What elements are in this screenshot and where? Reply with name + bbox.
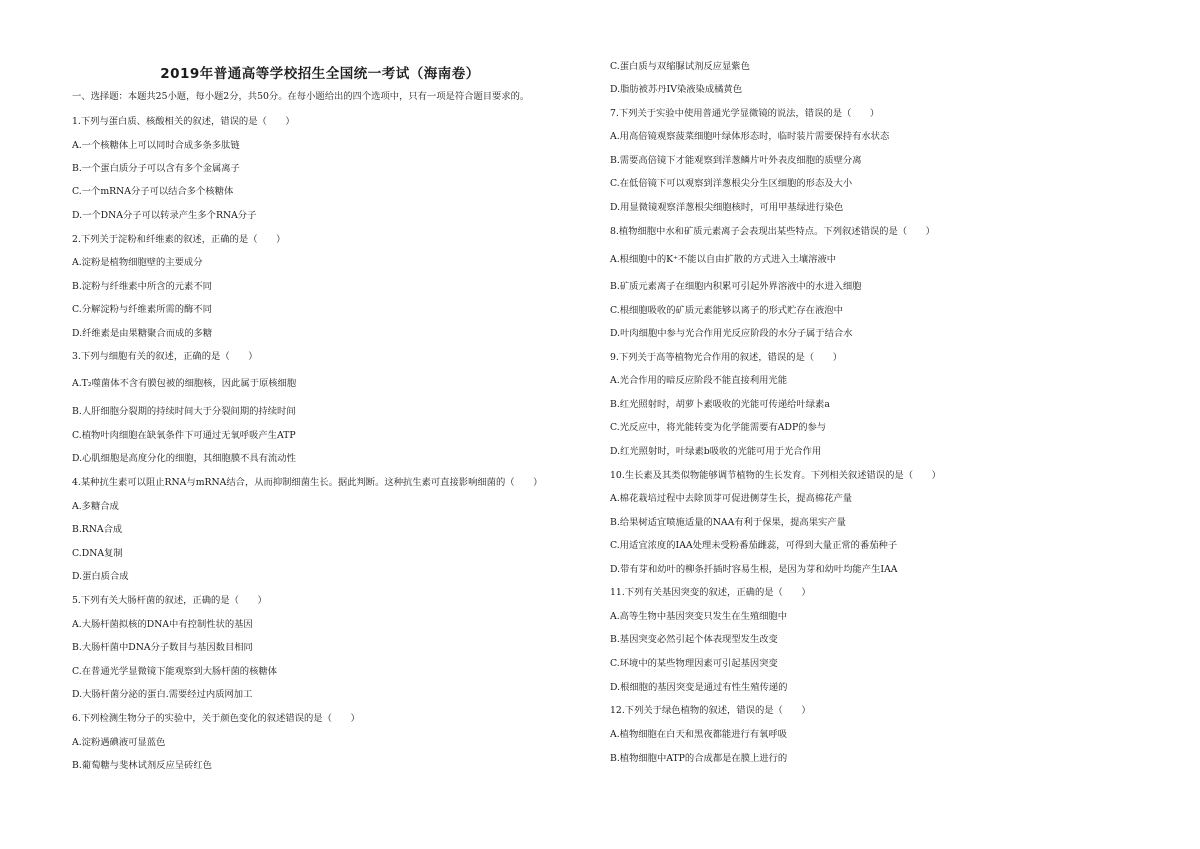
- answer-option: C.一个mRNA分子可以结合多个核糖体: [72, 186, 234, 197]
- answer-option: A.棉花栽培过程中去除顶芽可促进侧芽生长，提高棉花产量: [610, 493, 853, 504]
- question-stem: 9.下列关于高等植物光合作用的叙述，错误的是（ ）: [610, 352, 842, 363]
- answer-option: A.用高倍镜观察菠菜细胞叶绿体形态时，临时装片需要保持有水状态: [610, 131, 890, 142]
- question-stem: 10.生长素及其类似物能够调节植物的生长发育。下列相关叙述错误的是（ ）: [610, 470, 941, 481]
- answer-option: C.分解淀粉与纤维素所需的酶不同: [72, 304, 212, 315]
- answer-option: A.T₂噬菌体不含有膜包被的细胞核，因此属于原核细胞: [72, 378, 297, 389]
- answer-option: A.根细胞中的K⁺不能以自由扩散的方式进入土壤溶液中: [610, 254, 837, 265]
- question-stem: 4.某种抗生素可以阻止RNA与mRNA结合，从而抑制细菌生长。据此判断。这种抗生素可直接影响细菌的（ ）: [72, 477, 543, 488]
- answer-option: D.纤维素是由果糖聚合而成的多糖: [72, 328, 213, 339]
- answer-option: C.在普通光学显微镜下能观察到大肠杆菌的核糖体: [72, 666, 277, 677]
- answer-option: C.在低倍镜下可以观察到洋葱根尖分生区细胞的形态及大小: [610, 178, 853, 189]
- answer-option: B.RNA合成: [72, 524, 123, 535]
- question-stem: 3.下列与细胞有关的叙述，正确的是（ ）: [72, 351, 258, 362]
- answer-option: B.基因突变必然引起个体表现型发生改变: [610, 634, 778, 645]
- answer-option: A.淀粉遇碘液可显蓝色: [72, 737, 166, 748]
- answer-option: A.淀粉是植物细胞壁的主要成分: [72, 257, 203, 268]
- answer-option: A.光合作用的暗反应阶段不能直接利用光能: [610, 375, 788, 386]
- answer-option: D.大肠杆菌分泌的蛋白.需要经过内质网加工: [72, 689, 253, 700]
- question-stem: 5.下列有关大肠杆菌的叙述，正确的是（ ）: [72, 595, 267, 606]
- answer-option: A.植物细胞在白天和黑夜都能进行有氧呼吸: [610, 729, 788, 740]
- answer-option: B.一个蛋白质分子可以含有多个金属离子: [72, 163, 240, 174]
- answer-option: D.一个DNA分子可以转录产生多个RNA分子: [72, 210, 257, 221]
- answer-option: D.心肌细胞是高度分化的细胞，其细胞膜不具有流动性: [72, 453, 296, 464]
- answer-option: B.给果树适宜喷施适量的NAA有利于保果，提高果实产量: [610, 517, 846, 528]
- answer-option: B.植物细胞中ATP的合成都是在膜上进行的: [610, 753, 788, 764]
- question-stem: 11.下列有关基因突变的叙述，正确的是（ ）: [610, 587, 811, 598]
- question-stem: 1.下列与蛋白质、核酸相关的叙述，错误的是（ ）: [72, 116, 295, 127]
- answer-option: D.带有芽和幼叶的柳条扦插时容易生根，是因为芽和幼叶均能产生IAA: [610, 564, 898, 575]
- answer-option: D.叶肉细胞中参与光合作用光反应阶段的水分子属于结合水: [610, 328, 853, 339]
- answer-option: D.用显微镜观察洋葱根尖细胞核时，可用甲基绿进行染色: [610, 202, 844, 213]
- answer-option: C.环境中的某些物理因素可引起基因突变: [610, 658, 778, 669]
- question-stem: 6.下列检测生物分子的实验中，关于颜色变化的叙述错误的是（ ）: [72, 713, 360, 724]
- answer-option: D.脂肪被苏丹IV染液染成橘黄色: [610, 84, 743, 95]
- question-stem: 7.下列关于实验中使用普通光学显微镜的说法，错误的是（ ）: [610, 108, 880, 119]
- question-stem: 2.下列关于淀粉和纤维素的叙述，正确的是（ ）: [72, 234, 286, 245]
- answer-option: C.用适宜浓度的IAA处理未受粉番茄雌蕊，可得到大量正常的番茄种子: [610, 540, 898, 551]
- answer-option: B.矿质元素离子在细胞内积累可引起外界溶液中的水进入细胞: [610, 281, 862, 292]
- answer-option: A.大肠杆菌拟核的DNA中有控制性状的基因: [72, 619, 253, 630]
- answer-option: B.葡萄糖与斐林试剂反应呈砖红色: [72, 760, 212, 771]
- question-stem: 8.植物细胞中水和矿质元素离子会表现出某些特点。下列叙述错误的是（ ）: [610, 226, 935, 237]
- section-intro: 一、选择题：本题共25小题，每小题2分，共50分。在每小题给出的四个选项中，只有一项是符合题目要求的。: [72, 91, 530, 102]
- answer-option: C.植物叶肉细胞在缺氧条件下可通过无氧呼吸产生ATP: [72, 430, 296, 441]
- answer-option: B.红光照射时，胡萝卜素吸收的光能可传递给叶绿素a: [610, 399, 830, 410]
- answer-option: A.一个核糖体上可以同时合成多条多肽链: [72, 140, 240, 151]
- answer-option: D.根细胞的基因突变是通过有性生殖传递的: [610, 682, 788, 693]
- answer-option: D.蛋白质合成: [72, 571, 129, 582]
- answer-option: C.蛋白质与双缩脲试剂反应显紫色: [610, 61, 750, 72]
- answer-option: C.DNA复制: [72, 548, 123, 559]
- page-title: 2019年普通高等学校招生全国统一考试（海南卷）: [160, 66, 480, 82]
- answer-option: B.需要高倍镜下才能观察到洋葱鳞片叶外表皮细胞的质壁分离: [610, 155, 862, 166]
- answer-option: B.淀粉与纤维素中所含的元素不同: [72, 281, 212, 292]
- question-stem: 12.下列关于绿色植物的叙述，错误的是（ ）: [610, 705, 811, 716]
- answer-option: A.高等生物中基因突变只发生在生殖细胞中: [610, 611, 788, 622]
- answer-option: B.大肠杆菌中DNA分子数目与基因数目相同: [72, 642, 253, 653]
- answer-option: A.多糖合成: [72, 501, 119, 512]
- answer-option: B.人肝细胞分裂期的持续时间大于分裂间期的持续时间: [72, 406, 296, 417]
- answer-option: D.红光照射时，叶绿素b吸收的光能可用于光合作用: [610, 446, 822, 457]
- answer-option: C.根细胞吸收的矿质元素能够以离子的形式贮存在液泡中: [610, 305, 843, 316]
- answer-option: C.光反应中，将光能转变为化学能需要有ADP的参与: [610, 422, 827, 433]
